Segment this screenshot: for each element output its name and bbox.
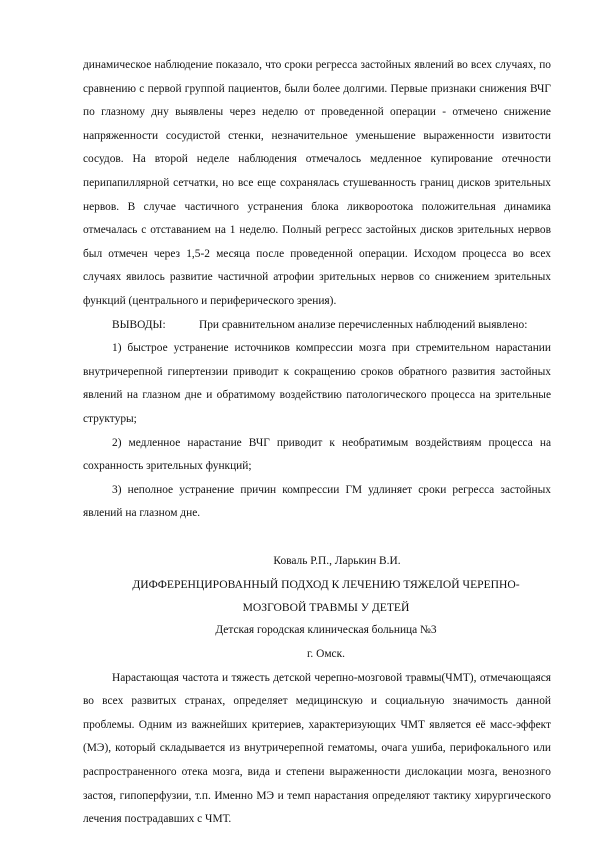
conclusions-label: ВЫВОДЫ: — [112, 318, 166, 331]
article-authors: Коваль Р.П., Ларькин В.И. — [273, 554, 401, 567]
conclusions-intro: При сравнительном анализе перечисленных наблюдений выявлено: — [199, 318, 528, 331]
conclusion-item-3: 3) неполное устранение причин компрессии ГМ удлиняет сроки регресса застойных явлений на глазном дне. — [83, 483, 551, 520]
article-title-line-2: МОЗГОВОЙ ТРАВМЫ У ДЕТЕЙ — [242, 601, 410, 615]
paragraph-observation-results: динамическое наблюдение показало, что сроки регресса застойных явлений во всех случаях, по сравнению с первой группой пациентов, были более долгими. Первые признаки снижения ВЧГ по глазному дну выявлены через неделю от проведенной операции - отмечено снижение напряженности сосудистой стенки, незначительное уменьшение выраженности извитости сосудов. На второй неделе наблюдения отмечалось медленное купирование отечности перипапиллярной сетчатки, но все еще сохранялась стушеванность границ дисков зрительных нервов. В случае частичного устранения блока ликвороотока положительная динамика отмечалась с отставанием на 1 неделю. Полный регресс застойных дисков зрительных нервов был отмечен через 1,5-2 месяца после проведенной операции. Исходом процесса во всех случаях явилось развитие частичной атрофии зрительных нервов со снижением зрительных функций (центрального и периферического зрения). — [83, 59, 551, 307]
conclusions-heading — [83, 314, 551, 338]
section-spacer — [83, 526, 551, 550]
article-city: г. Омск. — [307, 648, 345, 661]
conclusion-item-2: 2) медленное нарастание ВЧГ приводит к необратимым воздействиям процесса на сохранность зрительных функций; — [83, 436, 551, 473]
article-institution: Детская городская клиническая больница №3 — [215, 624, 437, 637]
conclusion-item-1: 1) быстрое устранение источников компрессии мозга при стремительном нарастании внутричерепной гипертензии приводит к сокращению сроков обратного развития застойных явлений на глазном дне и обратимому воздействию патологического процесса на зрительные структуры; — [83, 342, 551, 425]
document-page — [83, 54, 551, 832]
article-body-paragraph: Нарастающая частота и тяжесть детской черепно-мозговой травмы(ЧМТ), отмечающаяся во всех развитых странах, определяет медицинскую и социальную значимость данной проблемы. Одним из важнейших критериев, характеризующих ЧМТ является её масс-эффект (МЭ), который складывается из внутричерепной гематомы, очага ушиба, перифокального или распространенного отека мозга, вида и степени выраженности дислокации мозга, венозного застоя, гипоперфузии, т.п. Именно МЭ и темп нарастания определяют тактику хирургического лечения пострадавших с ЧМТ. — [83, 671, 551, 826]
article-title-line-1: ДИФФЕРЕНЦИРОВАННЫЙ ПОДХОД К ЛЕЧЕНИЮ ТЯЖЕЛОЙ ЧЕРЕПНО- — [132, 578, 520, 592]
